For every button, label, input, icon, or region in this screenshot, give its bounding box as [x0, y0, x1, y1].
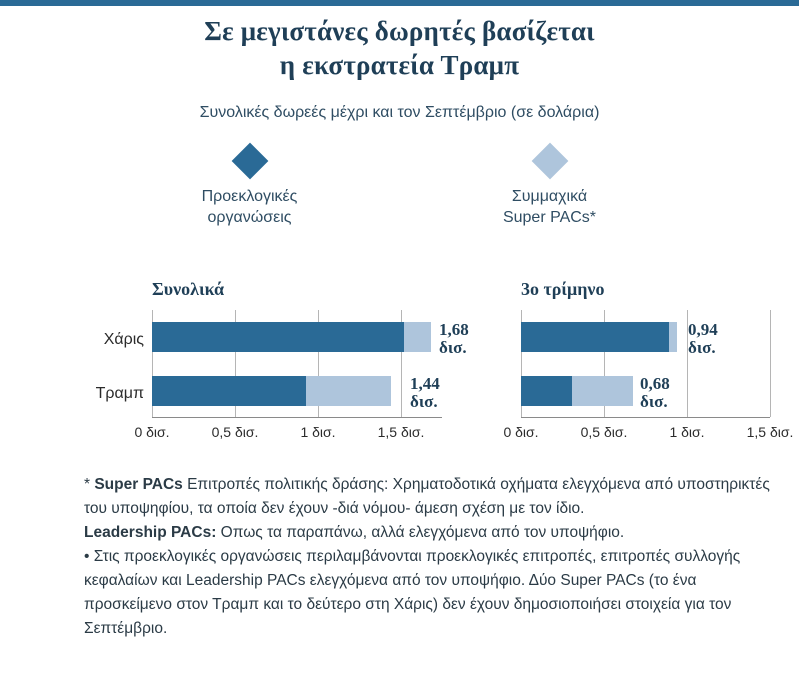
footnote-superpacs-text: Επιτροπές πολιτικής δράσης: Χρηματοδοτικά οχήματα ελεγχόμενα από υποστηρικτές του υποψηφίου, τα οποία δεν έχουν -διά νόμου- άμεση σχέση με τον ίδιο. — [84, 476, 770, 517]
footnote-term-superpacs: Super PACs — [94, 476, 183, 493]
bar-q3-0-seg-superpacs — [669, 322, 677, 352]
value-label-q3-0: 0,94 δισ. — [688, 320, 718, 357]
footnote-bullet: • Στις προεκλογικές οργανώσεις περιλαμβάνονται προεκλογικές επιτροπές, επιτροπές συλλογής κεφαλαίων και Leadership PACs ελεγχόμενα από τον υποψήφιο. Δύο Super PACs (το ένα προσκείμενο στον Τραμπ και το δεύτερο στη Χάρις) δεν έχουν δημοσιοποιήσει στοιχεία για τον Σεπτέμβριο. — [84, 548, 741, 637]
page-title-line2: η εκστρατεία Τραμπ — [279, 50, 520, 80]
chart-subtitle: Συνολικές δωρεές μέχρι και τον Σεπτέμβριο (σε δολάρια) — [199, 104, 600, 121]
page-title-line1: Σε μεγιστάνες δωρητές βασίζεται — [204, 16, 595, 46]
panel-title-total: Συνολικά — [152, 279, 225, 299]
footnote-leadership — [84, 521, 774, 545]
tick-label-total-0: 0 δισ. — [134, 424, 170, 440]
footnote-asterisk: * — [84, 476, 95, 493]
bar-q3-0-seg-campaign — [521, 322, 669, 352]
footnote-leadership-text: Οπως τα παραπάνω, αλλά ελεγχόμενα από τον υποψήφιο. — [216, 524, 625, 541]
tick-label-total-3: 1,5 δισ. — [377, 424, 425, 440]
tick-label-q3-2: 1 δισ. — [669, 424, 705, 440]
row-label-total-1: Τραμπ — [95, 385, 144, 402]
tick-q3-3 — [770, 310, 771, 417]
value-label-total-1: 1,44 δισ. — [410, 374, 440, 411]
footnotes — [84, 473, 774, 641]
row-label-total-0: Χάρις — [103, 331, 144, 348]
value-label-q3-1: 0,68 δισ. — [640, 374, 670, 411]
bar-q3-1-seg-campaign — [521, 376, 572, 406]
legend-label-campaign: Προεκλογικές οργανώσεις — [201, 188, 298, 226]
legend-label-superpacs: Συμμαχικά Super PACs* — [502, 188, 597, 226]
bar-q3-1-seg-superpacs — [572, 376, 633, 406]
value-label-total-0: 1,68 δισ. — [439, 320, 469, 357]
tick-label-q3-0: 0 δισ. — [503, 424, 539, 440]
footnote-superpacs — [84, 473, 774, 521]
panel-title-q3: 3ο τρίμηνο — [521, 279, 605, 299]
tick-label-q3-3: 1,5 δισ. — [746, 424, 794, 440]
tick-label-q3-1: 0,5 δισ. — [580, 424, 628, 440]
footnote-term-leadership: Leadership PACs: — [84, 524, 217, 541]
x-axis-q3 — [521, 417, 770, 418]
tick-label-total-1: 0,5 δισ. — [211, 424, 259, 440]
tick-label-total-2: 1 δισ. — [300, 424, 336, 440]
